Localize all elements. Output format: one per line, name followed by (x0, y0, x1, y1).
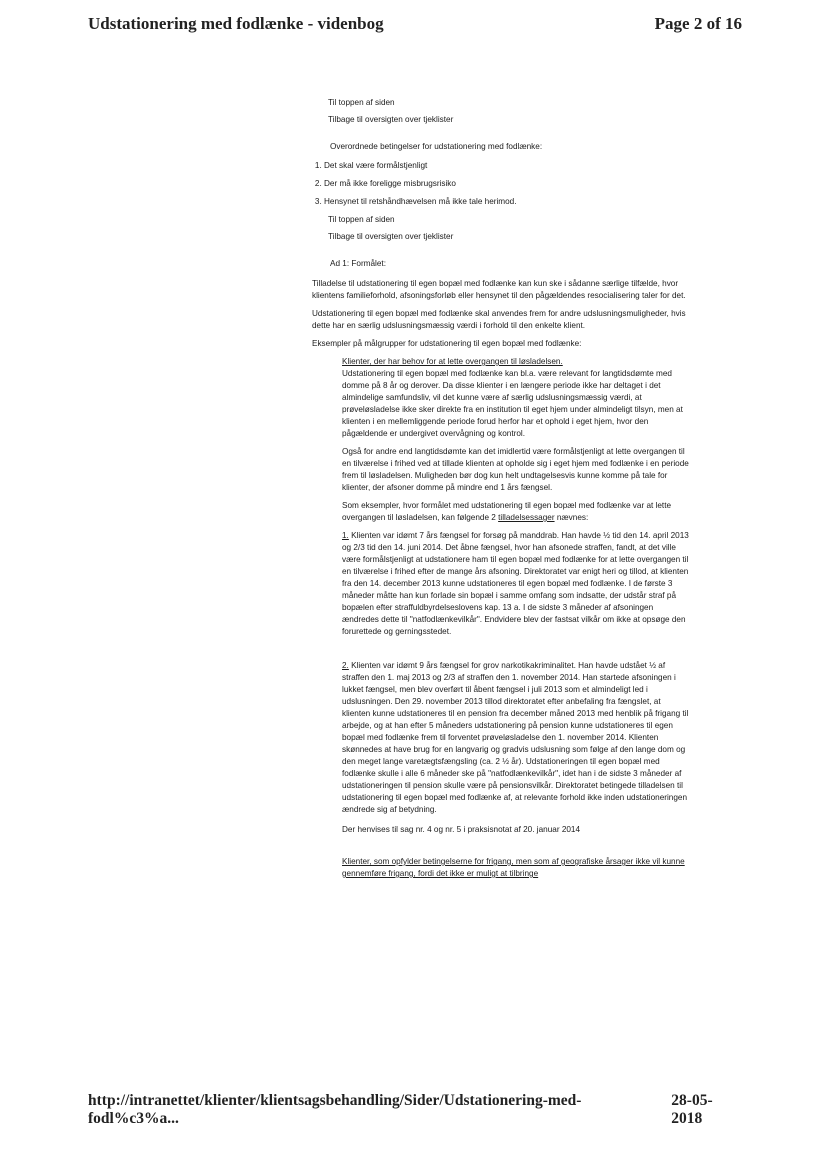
paragraph (342, 500, 690, 524)
paragraph: Også for andre end langtidsdømte kan det imidlertid være formålstjenligt at lette overgangen til en tilværelse i frihed ved at tillade klienten at opholde sig i eget hjem med fodlænke i en periode frem til løsladelsen. Muligheden bør dog kun helt undtagelsesvis kunne komme på tale for klienter, der afsoner domme på mindre end 1 års fængsel. (342, 447, 689, 492)
footer-date: 28-05-2018 (671, 1092, 713, 1127)
paragraph: Eksempler på målgrupper for udstationering til egen bopæl med fodlænke: (312, 339, 582, 348)
case-example-1 (342, 530, 690, 638)
document-title: Udstationering med fodlænke - videnbog (88, 14, 384, 33)
case-example-2 (342, 660, 690, 816)
paragraph: Tilladelse til udstationering til egen bopæl med fodlænke kan kun ske i sådanne særlige tilfælde, hvor klientens familieforhold, afsoningsforløb eller hensynet til den pågældendes resocialisering taler for det. (312, 279, 686, 300)
condition-item: 3. Hensynet til retshåndhævelsen må ikke tale herimod. (324, 196, 690, 208)
paragraph-text: Som eksempler, hvor formålet med udstationering til egen bopæl med fodlænke var at lette overgangen til løsladelsen, kan følgende 2 (342, 501, 672, 522)
conditions-list (312, 160, 690, 208)
case-number: 1. (342, 531, 349, 540)
page-number: Page 2 of 16 (654, 14, 742, 33)
paragraph-text: nævnes: (554, 513, 589, 522)
reference-note: Der henvises til sag nr. 4 og nr. 5 i praksisnotat af 20. januar 2014 (342, 825, 581, 834)
condition-item: 1. Det skal være formålstjenligt (324, 160, 690, 172)
condition-item: 2. Der må ikke foreligge misbrugsrisiko (324, 178, 690, 190)
link-to-top[interactable]: Til toppen af siden (328, 98, 395, 107)
page-header (88, 14, 742, 34)
footer-url[interactable]: http://intranettet/klienter/klientsagsbehandling/Sider/Udstationering-med-fodl%c3%a... (88, 1092, 582, 1127)
target-group-title[interactable]: Klienter, der har behov for at lette overgangen til løsladelsen. (342, 357, 563, 366)
page-footer (88, 1092, 742, 1128)
paragraph: Udstationering til egen bopæl med fodlænke kan bl.a. være relevant for langtidsdømte med domme på 8 år og derover. Da disse klienter i en længere periode ikke har deltaget i det almindelige samfundsliv, vil det kunne være af særlig udslusningsmæssig værdi, at prøveløsladelse ikke sker direkte fra en institution til eget hjem under almindeligt tilsyn, men at klienten i en mellemliggende periode forud herfor har et ophold i eget hjem, hvor den pågældende er undergivet overvågning og kontrol. (342, 369, 683, 438)
target-group-1 (342, 356, 690, 880)
spacer (342, 842, 690, 856)
paragraph: Udstationering til egen bopæl med fodlænke skal anvendes frem for andre udslusningsmuligheder, hvis dette har en særlig udslusningsmæssig værdi i forhold til den enkelte klient. (312, 309, 686, 330)
case-text: Klienten var idømt 7 års fængsel for forsøg på manddrab. Han havde ½ tid den 14. april 2013 og 2/3 tid den 14. juni 2014. Det åbne fængsel, hvor han afsonede straffen, fandt, at det ville være formålstjenligt at udstationere ham til egen bopæl med fodlænke for at lette overgangen til en tilværelse i frihed efter de mange års afsoning. Direktoratet var enigt heri og tillod, at klienten fra den 14. december 2013 kunne udstationeres til egen bopæl med fodlænke. I de første 3 måneder måtte han kun forlade sin bopæl i samme omfang som indsatte, der udstår straf på bopælen efter straffuldbyrdelseslovens kap. 13 a. I de sidste 3 måneder af afsoningen ændredes dette til "natfodlænkevilkår". Endvidere blev der fastsat vilkår om ikke at opsøge den forurettede og gerningsstedet. (342, 531, 689, 636)
spacer (312, 248, 690, 258)
spacer (342, 646, 690, 660)
link-back-to-checklists[interactable]: Tilbage til oversigten over tjeklister (328, 232, 454, 241)
target-group-title[interactable]: Klienter, som opfylder betingelserne for frigang, men som af geografiske årsager ikke vil kunne gennemføre frigang, fordi det ikke er muligt at tilbringe (342, 857, 685, 878)
section-heading-ad1: Ad 1: Formålet: (330, 259, 386, 268)
document-content (312, 97, 690, 880)
link-back-to-checklists[interactable]: Tilbage til oversigten over tjeklister (328, 115, 454, 124)
link-to-top[interactable]: Til toppen af siden (328, 215, 395, 224)
tilladelsessager-link[interactable]: tilladelsessager (498, 513, 555, 522)
case-number: 2. (342, 661, 349, 670)
case-text: Klienten var idømt 9 års fængsel for grov narkotikakriminalitet. Han havde udstået ½ af straffen den 1. maj 2013 og 2/3 af straffen den 1. november 2014. Han startede afsoningen i lukket fængsel, men blev overført til åbent fængsel i juli 2013 som et almindeligt led i udslusningen. Den 29. november 2013 tillod direktoratet efter anbefaling fra fængslet, at klienten kunne udstationeres til en pension fra december måned 2013 med henblik på frigang til arbejde, og at han efter 5 måneders udstationering på pension kunne udstationeres til egen bopæl med fodlænke frem til forventet prøveløsladelse den 1. november 2014. Klienten skønnedes at have brug for en langvarig og gradvis udslusning som følge af den lange dom og den meget lange varetægtsfængsling (ca. 2 ½ år). Udstationeringen til egen bopæl med fodlænke skulle i alle 6 måneder ske på "natfodlænkevilkår", idet han i de sidste 3 måneder af udstationeringen til pension skulle være på pensionsvilkår. Direktoratet betingede tilladelsen til udstationering til egen bopæl med fodlænke af, at relevante forhold ikke inden udstationeringen ændrede sig af betydning. (342, 661, 689, 814)
section-heading-overordnede: Overordnede betingelser for udstationering med fodlænke: (330, 142, 543, 151)
spacer (312, 131, 690, 141)
